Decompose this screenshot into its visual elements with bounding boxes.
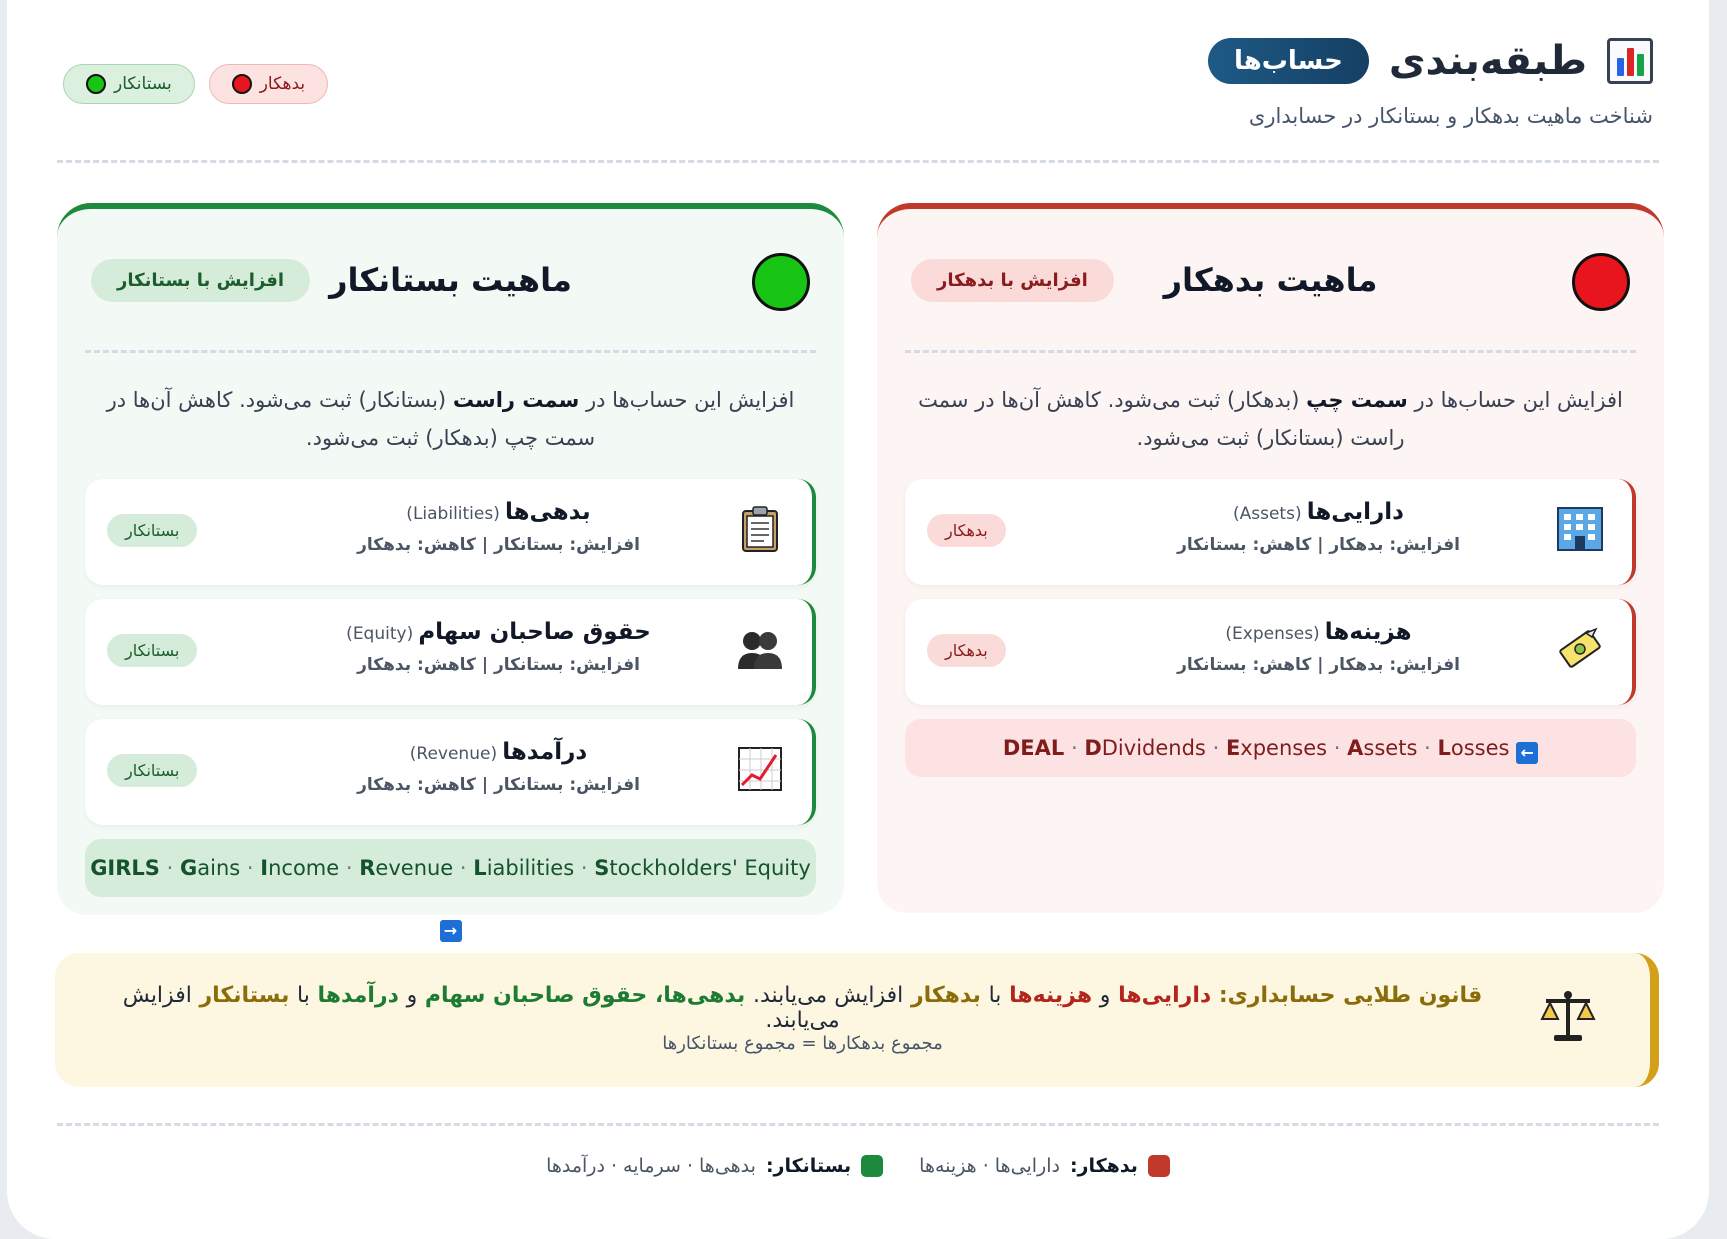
green-square-icon [861,1155,883,1177]
debit-mnemonic: DEAL · DDividends · Expenses · Assets · Losses ← [905,719,1636,777]
legend-pill-credit [63,64,195,104]
mnemonic-word: DDividends [1084,736,1206,760]
green-dot-icon [86,74,106,94]
mnemonic-word: Gains [179,856,241,880]
credit-divider [85,350,816,353]
card-assets-rule: افزایش: بدهکار | کاهش: بستانکار [1177,535,1460,555]
credit-title: ماهیت بستانکار [329,261,572,299]
card-assets-badge: بدهکار [927,514,1006,547]
golden-rule-equation: مجموع بدهکارها = مجموع بستانکارها [662,1033,943,1054]
credit-pill: افزایش با بستانکار [91,259,310,302]
card-assets-main [1105,499,1532,555]
credit-acronym: GIRLS [90,856,160,880]
mnemonic-word: Revenue [359,856,454,880]
title-row [1208,38,1653,84]
card-expenses-rule: افزایش: بدهکار | کاهش: بستانکار [1177,655,1460,675]
card-liabilities-rule: افزایش: بستانکار | کاهش: بدهکار [357,535,640,555]
footer-divider [57,1123,1659,1126]
card-assets-name: دارایی‌ها [1306,499,1404,525]
card-revenue-name: درآمدها [502,739,588,765]
card-liabilities-main [285,499,712,555]
debit-acronym: DEAL [1002,736,1065,760]
debit-column-header [911,247,1630,317]
card-liabilities-name: بدهی‌ها [504,499,591,525]
card-expenses-name: هزینه‌ها [1324,619,1412,645]
card-equity-en: (Equity) [346,624,414,644]
footer-legend [7,1155,1709,1177]
page-subtitle: شناخت ماهیت بدهکار و بستانکار در حسابداری [1248,104,1653,128]
clipboard-icon [736,505,784,555]
credit-mnemonic: GIRLS · Gains · Income · Revenue · Liabilities · Stockholders' Equity → [85,839,816,897]
mnemonic-word: Expenses [1225,736,1328,760]
chart-increasing-icon [736,745,784,795]
people-icon [736,625,784,675]
legend-pill-debit [209,64,328,104]
left-arrow-icon: ← [1516,742,1538,764]
debit-column [877,203,1664,913]
card-liabilities-badge: بستانکار [107,514,197,547]
card-equity-rule: افزایش: بستانکار | کاهش: بدهکار [357,655,640,675]
debit-divider [905,350,1636,353]
card-equity-badge: بستانکار [107,634,197,667]
money-wings-icon [1556,625,1604,675]
card-revenue-en: (Revenue) [409,744,498,764]
debit-description: افزایش این حساب‌ها در سمت چپ (بدهکار) ثبت می‌شود. کاهش آن‌ها در سمت راست (بستانکار) ثبت می‌شود. [918,388,1623,450]
card-revenue-main [285,739,712,795]
balance-scale-icon [1538,987,1598,1059]
header [63,38,1653,138]
card-equity-name: حقوق صاحبان سهام [418,619,651,645]
card-revenue-badge: بستانکار [107,754,197,787]
mnemonic-word: Assets [1347,736,1418,760]
debit-title: ماهیت بدهکار [1163,261,1378,299]
red-square-icon [1148,1155,1170,1177]
bar-chart-icon [1607,38,1653,84]
card-expenses [905,599,1636,705]
card-equity [85,599,816,705]
mnemonic-word: Liabilities [473,856,575,880]
card-assets-en: (Assets) [1232,504,1302,524]
office-building-icon [1556,505,1604,555]
card-expenses-badge: بدهکار [927,634,1006,667]
credit-column [57,203,844,940]
card-assets [905,479,1636,585]
legend-credit-label: بستانکار [114,74,172,94]
page-title: طبقه‌بندی [1388,38,1587,84]
mnemonic-word: Income [260,856,340,880]
page [7,0,1709,1239]
golden-rule-box [55,953,1659,1087]
credit-description: افزایش این حساب‌ها در سمت راست (بستانکار) ثبت می‌شود. کاهش آن‌ها در سمت چپ (بدهکار) ثبت می‌شود. [106,388,795,450]
credit-cards [85,479,816,940]
card-liabilities-en: (Liabilities) [406,504,500,524]
card-revenue [85,719,816,825]
header-divider [57,160,1659,163]
mnemonic-word: Losses [1437,736,1510,760]
legend-debit-label: بدهکار [259,74,306,94]
legend-pills [63,64,328,104]
card-revenue-rule: افزایش: بستانکار | کاهش: بدهکار [357,775,640,795]
card-liabilities [85,479,816,585]
right-arrow-icon: → [440,920,462,942]
golden-rule-text: قانون طلایی حسابداری: دارایی‌ها و هزینه‌ها با بدهکار افزایش می‌یابند. بدهی‌ها، حقوق صاحبان سهام و درآمدها با بستانکار افزایش می‌یابند. [122,983,1483,1033]
title-pill: حساب‌ها [1208,38,1369,84]
card-expenses-en: (Expenses) [1225,624,1320,644]
debit-pill: افزایش با بدهکار [911,259,1114,302]
credit-column-header [91,247,810,317]
mnemonic-word: Stockholders' Equity [594,856,811,880]
card-equity-main [285,619,712,675]
footer-credit: بستانکار: بدهی‌ها · سرمایه · درآمدها [546,1155,883,1177]
footer-debit: بدهکار: دارایی‌ها · هزینه‌ها [919,1155,1170,1177]
card-expenses-main [1105,619,1532,675]
debit-cards [905,479,1636,777]
red-dot-icon [232,74,252,94]
